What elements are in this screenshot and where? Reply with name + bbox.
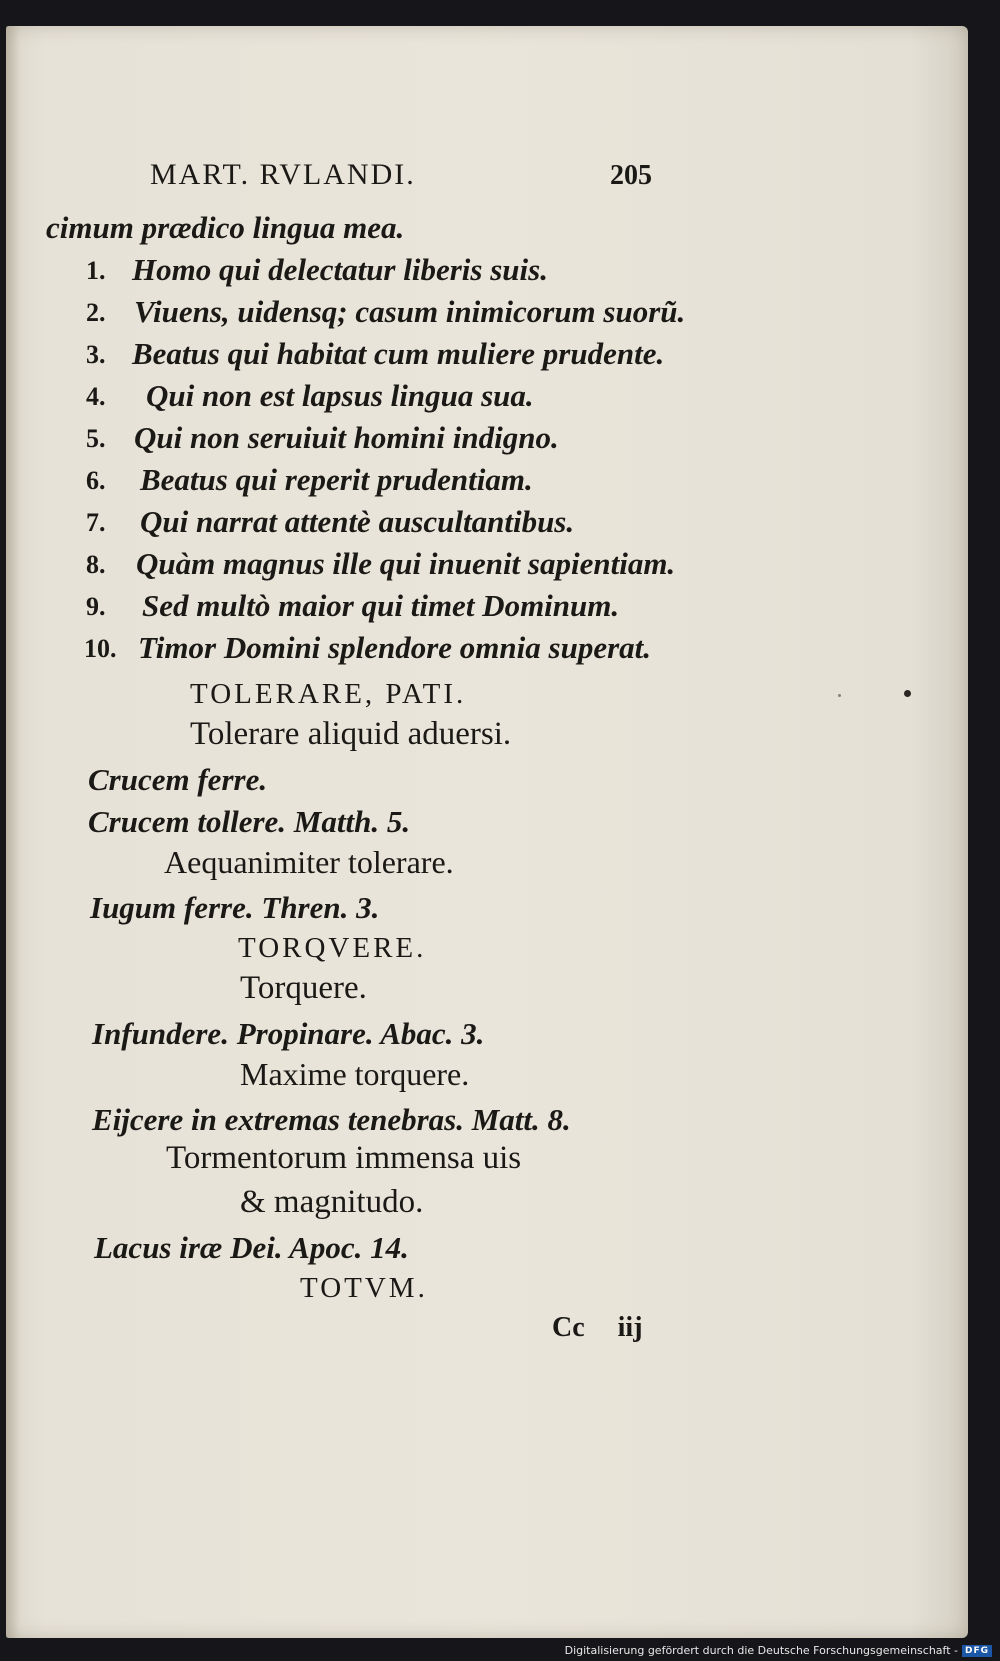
text-line: Infundere. Propinare. Abac. 3. [92,1016,485,1051]
text-line: & magnitudo. [240,1184,424,1220]
text-line: Eijcere in extremas tenebras. Matt. 8. [92,1102,571,1137]
line-number: 9. [86,592,106,621]
text-line: Qui non seruiuit homini indigno. [134,420,559,455]
line-number: 4. [86,382,106,411]
text-line: Beatus qui habitat cum muliere prudente. [132,336,665,371]
text-line: Qui non est lapsus lingua sua. [146,378,534,413]
heading-tolerare: TOLERARE, PATI. [190,678,467,710]
line-number: 1. [86,256,106,285]
running-title: MART. RVLANDI. [150,158,416,191]
text-line: Maxime torquere. [240,1056,470,1092]
text-line: Crucem ferre. [88,762,268,797]
heading-totum: TOTVM. [300,1272,428,1304]
ink-speck [838,694,841,697]
signature-mark: Cc iij [552,1312,643,1343]
digitization-credit [565,1644,992,1657]
text-line: Homo qui delectatur liberis suis. [132,252,548,287]
line-number: 6. [86,466,106,495]
dfg-logo: DFG [962,1645,992,1657]
text-line: Tolerare aliquid aduersi. [190,716,512,752]
text-line: Quàm magnus ille qui inuenit sapientiam. [136,546,676,581]
text-line: Timor Domini splendore omnia superat. [138,630,651,665]
text-line: Qui narrat attentè auscultantibus. [140,504,575,539]
text-line: Iugum ferre. Thren. 3. [90,890,380,925]
line-number: 7. [86,508,106,537]
text-line: Lacus iræ Dei. Apoc. 14. [94,1230,409,1265]
text-line: Sed multò maior qui timet Dominum. [142,588,620,623]
line-number: 2. [86,298,106,327]
heading-torquere: TORQVERE. [238,932,427,964]
page-number: 205 [610,160,652,191]
text-line: Torquere. [240,970,367,1006]
credit-text: Digitalisierung gefördert durch die Deutsche Forschungsgemeinschaft - [564,1644,958,1657]
line-number: 5. [86,424,106,453]
text-line: cimum prædico lingua mea. [46,210,405,245]
line-number: 3. [86,340,106,369]
text-line: Viuens, uidensq; casum inimicorum suorũ. [134,294,686,329]
page-gutter-shadow [6,26,20,1638]
line-number: 10. [84,634,117,663]
text-line: Beatus qui reperit prudentiam. [140,462,533,497]
text-line: Tormentorum immensa uis [166,1140,522,1176]
text-line: Aequanimiter tolerare. [164,844,454,880]
line-number: 8. [86,550,106,579]
text-line: Crucem tollere. Matth. 5. [88,804,411,839]
ink-speck [904,690,911,697]
